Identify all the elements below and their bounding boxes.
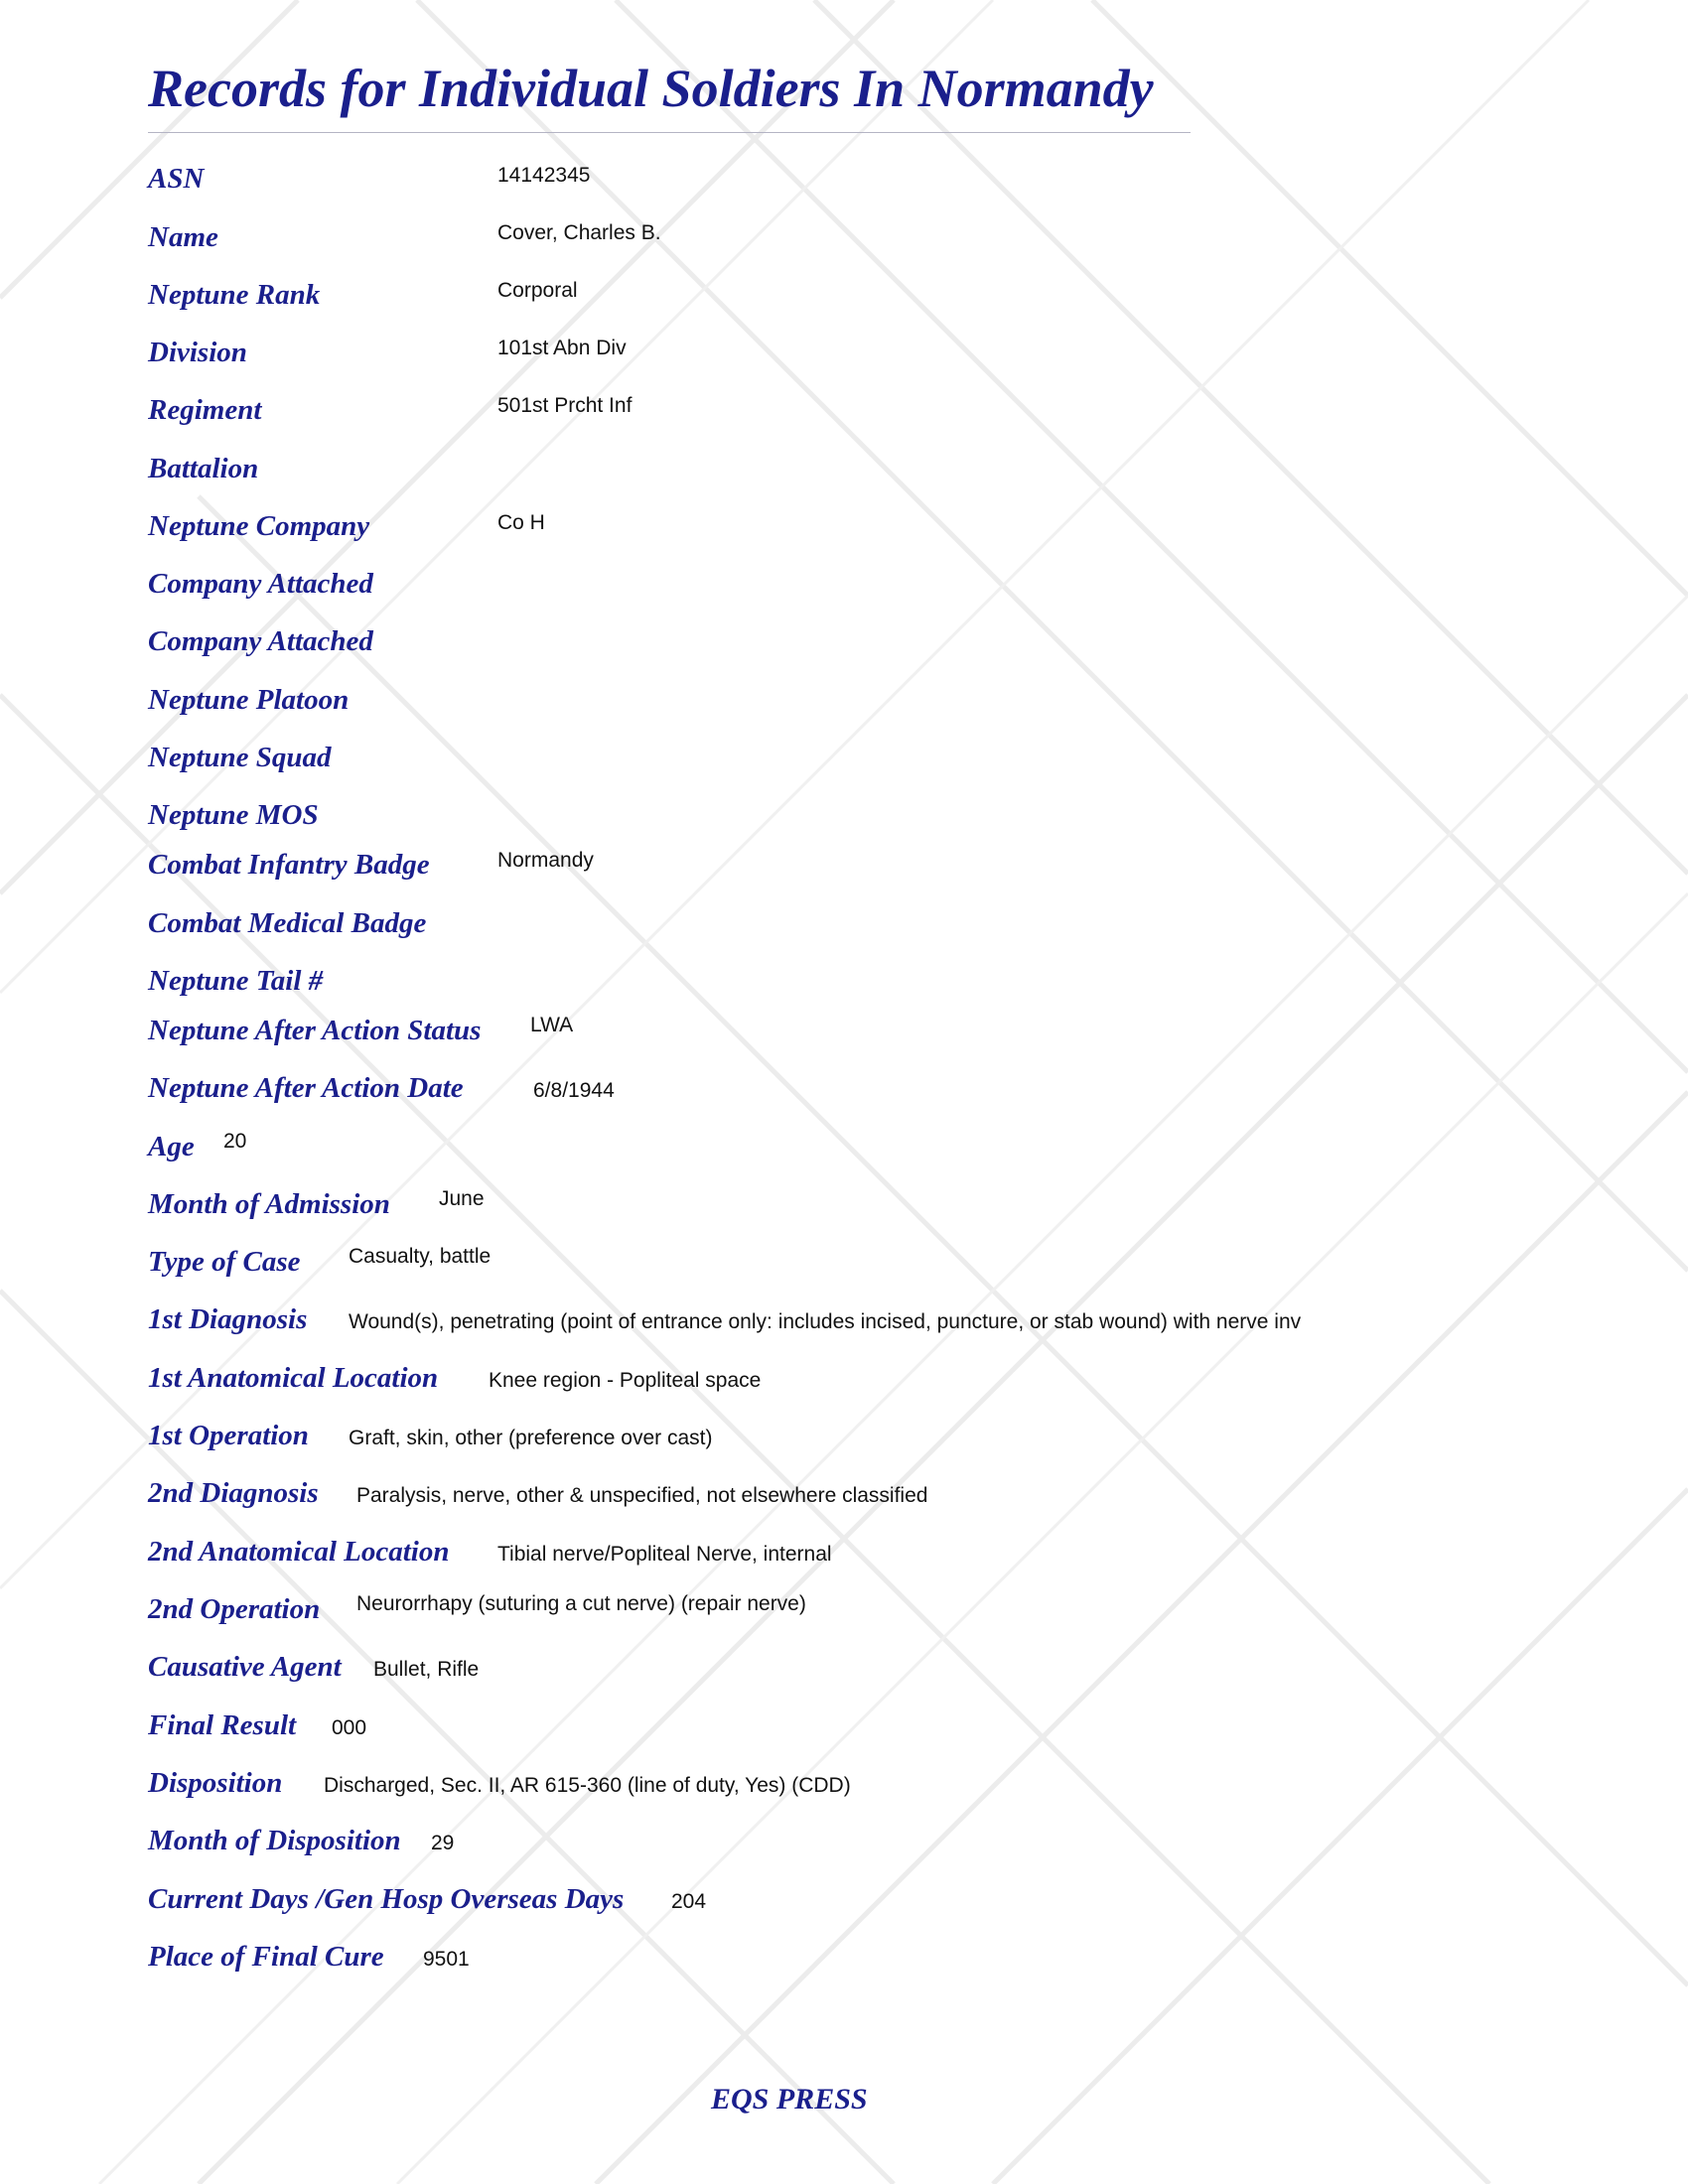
field-label-disposition: Disposition	[148, 1767, 283, 1799]
field-value-month-of-disposition: 29	[431, 1832, 455, 1854]
field-label-neptune-mos: Neptune MOS	[148, 799, 319, 831]
field-value-disposition: Discharged, Sec. II, AR 615-360 (line of duty, Yes) (CDD)	[324, 1774, 851, 1797]
field-label-current-days: Current Days /Gen Hosp Overseas Days	[148, 1883, 625, 1915]
field-label-neptune-company: Neptune Company	[148, 510, 370, 542]
field-label-company-attached-2: Company Attached	[148, 625, 373, 657]
field-label-type-of-case: Type of Case	[148, 1246, 301, 1278]
field-label-company-attached: Company Attached	[148, 568, 373, 600]
field-label-2nd-diagnosis: 2nd Diagnosis	[148, 1477, 319, 1509]
field-label-1st-diagnosis: 1st Diagnosis	[148, 1303, 308, 1335]
field-label-2nd-anatomical-location: 2nd Anatomical Location	[148, 1536, 450, 1568]
field-label-neptune-tail: Neptune Tail #	[148, 965, 324, 997]
field-value-type-of-case: Casualty, battle	[349, 1245, 492, 1268]
field-label-regiment: Regiment	[148, 394, 262, 426]
field-label-month-of-disposition: Month of Disposition	[148, 1825, 401, 1856]
title-divider	[148, 132, 1191, 133]
field-value-neptune-company: Co H	[497, 511, 545, 534]
field-label-2nd-operation: 2nd Operation	[148, 1593, 321, 1625]
field-label-neptune-rank: Neptune Rank	[148, 279, 321, 311]
field-label-1st-operation: 1st Operation	[148, 1420, 309, 1451]
field-value-2nd-anatomical-location: Tibial nerve/Popliteal Nerve, internal	[497, 1543, 832, 1566]
field-value-after-action-status: LWA	[530, 1014, 574, 1036]
field-label-combat-medical-badge: Combat Medical Badge	[148, 907, 427, 939]
field-value-month-of-admission: June	[439, 1187, 485, 1210]
field-label-final-result: Final Result	[148, 1709, 297, 1741]
field-label-division: Division	[148, 337, 247, 368]
field-value-1st-anatomical-location: Knee region - Popliteal space	[489, 1369, 762, 1392]
field-value-place-of-final-cure: 9501	[423, 1948, 470, 1971]
field-label-month-of-admission: Month of Admission	[148, 1188, 390, 1220]
field-value-name: Cover, Charles B.	[497, 221, 661, 244]
field-value-causative-agent: Bullet, Rifle	[373, 1658, 480, 1681]
field-label-age: Age	[148, 1131, 195, 1162]
field-value-after-action-date: 6/8/1944	[533, 1079, 615, 1102]
field-value-1st-operation: Graft, skin, other (preference over cast)	[349, 1427, 713, 1449]
field-value-asn: 14142345	[497, 164, 591, 187]
field-label-neptune-squad: Neptune Squad	[148, 742, 332, 773]
field-value-2nd-operation: Neurorrhapy (suturing a cut nerve) (repair nerve)	[356, 1592, 806, 1615]
page-title: Records for Individual Soldiers In Normandy	[148, 59, 1154, 118]
field-label-battalion: Battalion	[148, 453, 259, 484]
field-value-2nd-diagnosis: Paralysis, nerve, other & unspecified, not elsewhere classified	[356, 1484, 928, 1507]
field-value-combat-infantry-badge: Normandy	[497, 849, 594, 872]
field-label-after-action-date: Neptune After Action Date	[148, 1072, 464, 1104]
field-value-age: 20	[223, 1130, 247, 1153]
field-label-place-of-final-cure: Place of Final Cure	[148, 1941, 384, 1973]
field-value-neptune-rank: Corporal	[497, 279, 578, 302]
field-value-regiment: 501st Prcht Inf	[497, 394, 633, 417]
field-label-1st-anatomical-location: 1st Anatomical Location	[148, 1362, 439, 1394]
field-value-1st-diagnosis: Wound(s), penetrating (point of entrance only: includes incised, puncture, or stab wound) with nerve inv	[349, 1310, 1302, 1333]
field-label-causative-agent: Causative Agent	[148, 1651, 342, 1683]
field-label-name: Name	[148, 221, 218, 253]
field-label-after-action-status: Neptune After Action Status	[148, 1015, 482, 1046]
field-value-current-days: 204	[671, 1890, 707, 1913]
field-value-final-result: 000	[332, 1716, 367, 1739]
field-label-asn: ASN	[148, 163, 205, 195]
field-value-division: 101st Abn Div	[497, 337, 627, 359]
field-label-combat-infantry-badge: Combat Infantry Badge	[148, 849, 430, 881]
field-label-neptune-platoon: Neptune Platoon	[148, 684, 350, 716]
footer-publisher: EQS PRESS	[711, 2083, 868, 2116]
